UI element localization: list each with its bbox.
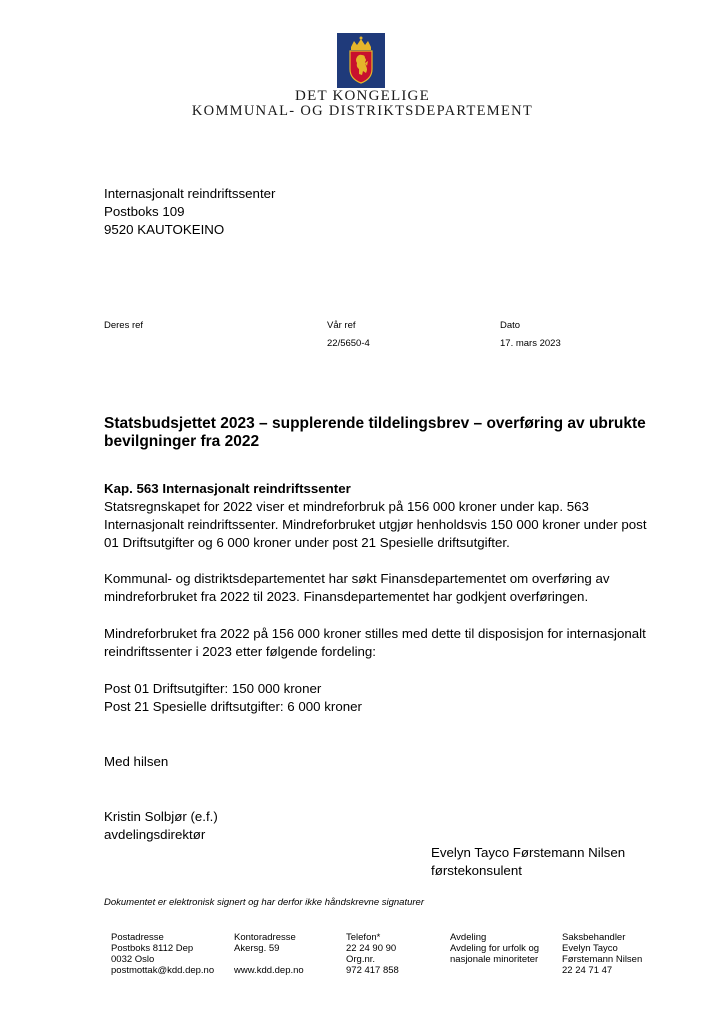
paragraph-1: Statsregnskapet for 2022 viser et mindreforbruk på 156 000 kroner under kap. 563 Internasjonalt reindriftssenter. Mindreforbruket utgjør henholdsvis 150 000 kroner under post 01 Driftsutgifter og 6 000 kroner under post 21 Spesielle driftsutgifter. (104, 499, 647, 550)
footer-postal-address: Postadresse Postboks 8112 Dep 0032 Oslo postmottak@kdd.dep.no (111, 932, 215, 976)
department-name-line2: KOMMUNAL- OG DISTRIKTSDEPARTEMENT (191, 103, 534, 119)
closing-greeting: Med hilsen (104, 754, 169, 769)
footer-case-officer: Saksbehandler Evelyn Tayco Førstemann Nilsen 22 24 71 47 (562, 932, 643, 976)
signer2-name: Evelyn Tayco Førstemann Nilsen (431, 845, 626, 860)
signer2-title: førstekonsulent (431, 863, 522, 878)
post-01-allocation: Post 01 Driftsutgifter: 150 000 kroner (104, 681, 322, 696)
recipient-name: Internasjonalt reindriftssenter (104, 186, 276, 201)
section-heading: Kap. 563 Internasjonalt reindriftssenter (104, 481, 351, 496)
footer-phone: Telefon* 22 24 90 90 Org.nr. 972 417 858 (346, 932, 399, 976)
electronic-signature-notice: Dokumentet er elektronisk signert og har derfor ikke håndskrevne signaturer (104, 897, 424, 908)
footer-office-address: Kontoradresse Akersg. 59 www.kdd.dep.no (234, 932, 304, 976)
signer1-title: avdelingsdirektør (104, 827, 206, 842)
recipient-postbox: Postboks 109 (104, 204, 185, 219)
post-21-allocation: Post 21 Spesielle driftsutgifter: 6 000 kroner (104, 699, 362, 714)
var-ref-label: Vår ref (327, 320, 356, 331)
department-name-line1: DET KONGELIGE (295, 88, 430, 104)
date-label: Dato (500, 320, 521, 331)
recipient-city: 9520 KAUTOKEINO (104, 222, 225, 237)
var-ref-value: 22/5650-4 (327, 338, 370, 349)
date-value: 17. mars 2023 (500, 338, 561, 349)
footer-email-link[interactable]: postmottak@kdd.dep.no (111, 965, 215, 976)
coat-of-arms-icon (337, 33, 385, 88)
signer1-name: Kristin Solbjør (e.f.) (104, 809, 218, 824)
footer-website-link[interactable]: www.kdd.dep.no (234, 965, 304, 976)
footer-department: Avdeling Avdeling for urfolk og nasjonale minoriteter (450, 932, 540, 965)
paragraph-3: Mindreforbruket fra 2022 på 156 000 kroner stilles med dette til disposisjon for internasjonalt reindriftssenter i 2023 etter følgende fordeling: (104, 626, 646, 659)
letter-title: Statsbudsjettet 2023 – supplerende tildelingsbrev – overføring av ubrukte bevilgninger fra 2022 (104, 415, 646, 450)
deres-ref-label: Deres ref (104, 320, 144, 331)
paragraph-2: Kommunal- og distriktsdepartementet har søkt Finansdepartementet om overføring av mindreforbruket fra 2022 til 2023. Finansdepartementet har godkjent overføringen. (104, 571, 610, 604)
